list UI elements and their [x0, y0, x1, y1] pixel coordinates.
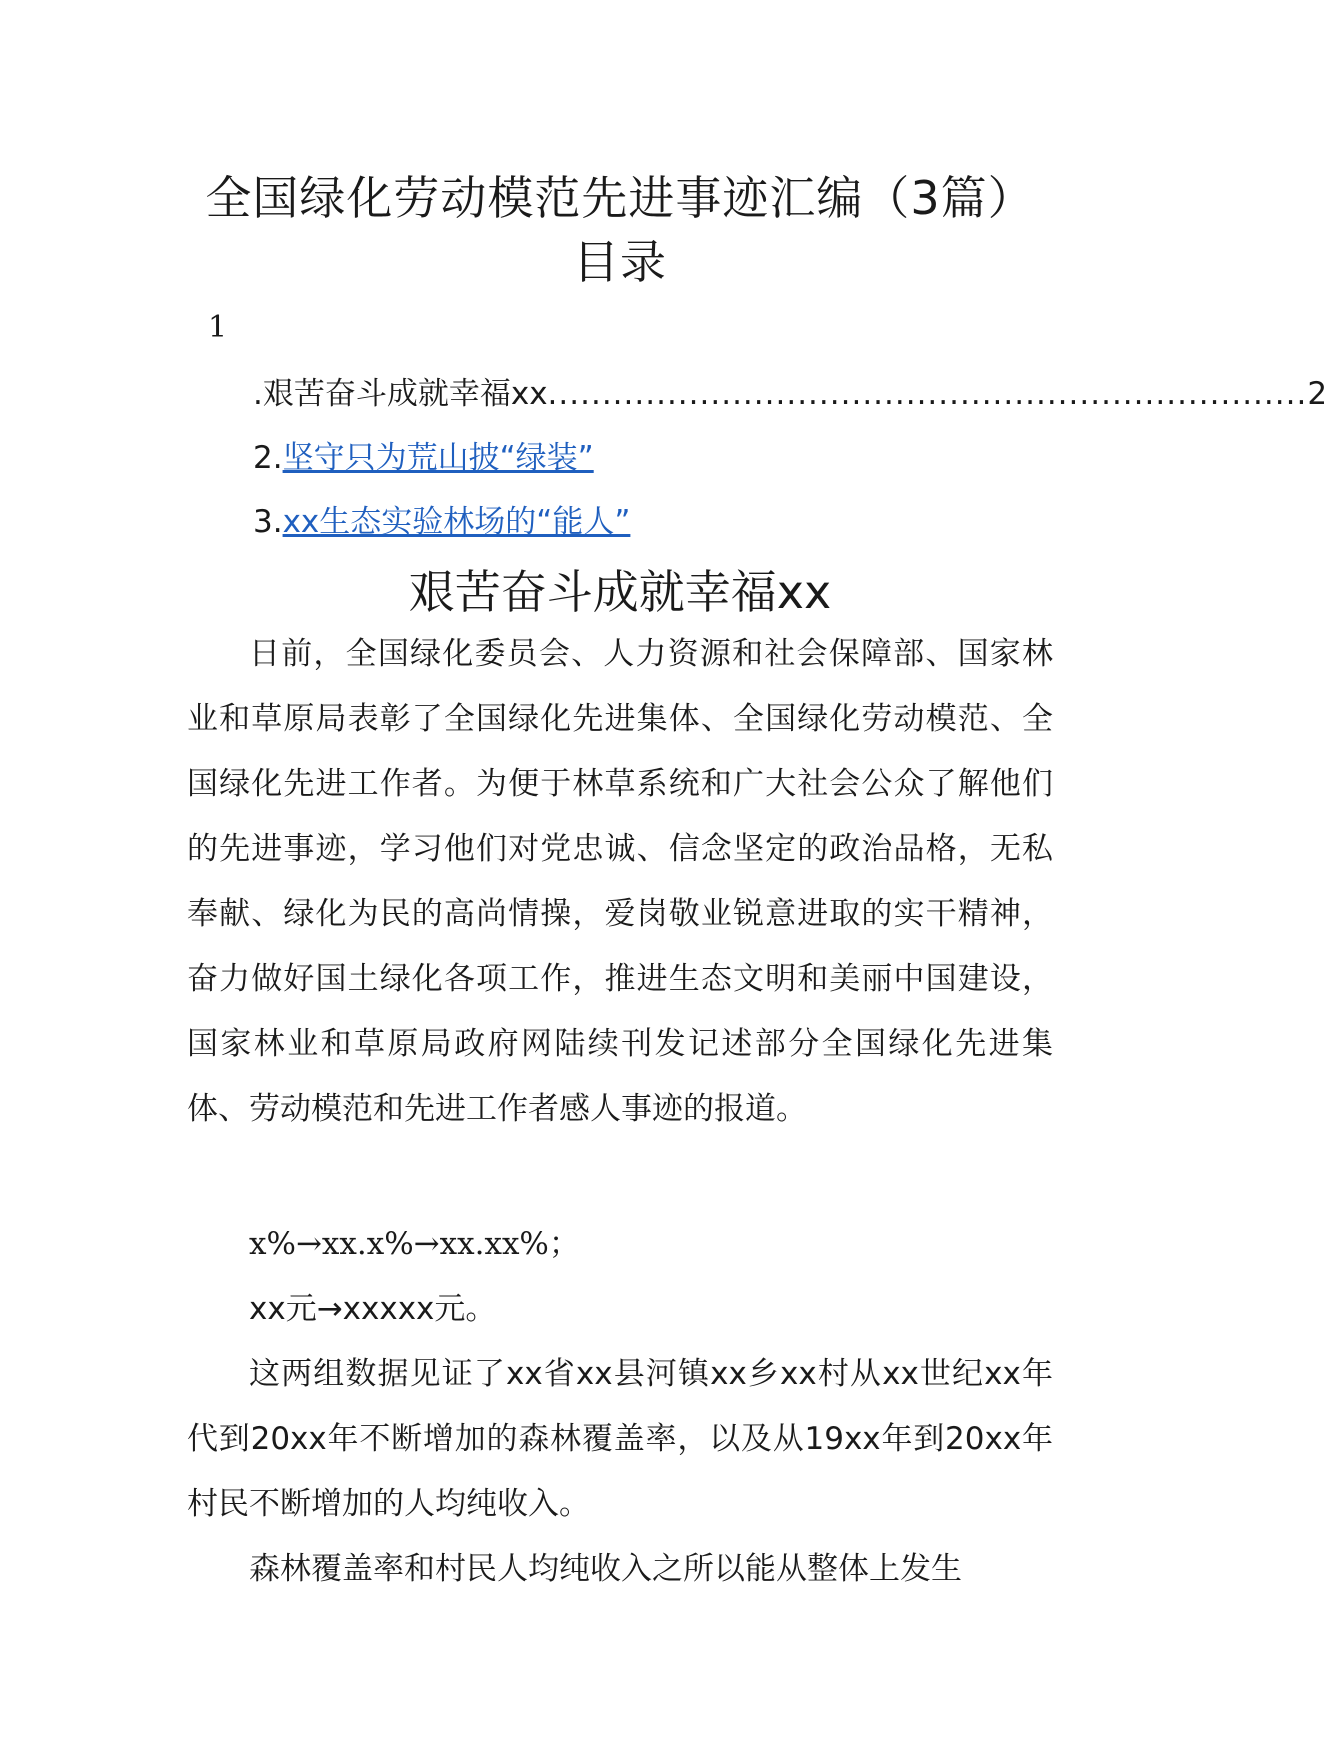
toc-entry-1-page: 2: [1307, 376, 1327, 412]
paragraph-coverage-data: x%→xx.x%→xx.xx%；: [249, 1226, 580, 1262]
section-title: 艰苦奋斗成就幸福xx: [408, 565, 832, 619]
toc-entry-2: [253, 438, 594, 478]
toc-heading: 目录: [573, 235, 667, 289]
toc-entry-1-label: .艰苦奋斗成就幸福xx: [253, 376, 548, 412]
paragraph-data-explanation: 这两组数据见证了xx省xx县河镇xx乡xx村从xx世纪xx年代到20xx年不断增加的森林覆盖率，以及从19xx年到20xx年村民不断增加的人均纯收入。: [187, 1356, 1053, 1522]
document-title: 全国绿化劳动模范先进事迹汇编（3篇）: [205, 171, 1035, 225]
toc-number: 1: [208, 310, 228, 345]
toc-entry-3: [253, 502, 630, 542]
toc-leader-dots: ......................................................................: [547, 376, 1308, 412]
paragraph-continuation: 森林覆盖率和村民人均纯收入之所以能从整体上发生: [249, 1551, 962, 1587]
paragraph-income-data: xx元→xxxxx元。: [249, 1291, 497, 1327]
toc-entry-1[interactable]: [253, 374, 1327, 414]
toc-link-2[interactable]: 坚守只为荒山披“绿装”: [282, 440, 594, 476]
paragraph-intro: 日前，全国绿化委员会、人力资源和社会保障部、国家林业和草原局表彰了全国绿化先进集体、全国绿化劳动模范、全国绿化先进工作者。为便于林草系统和广大社会公众了解他们的先进事迹，学习他们对党忠诚、信念坚定的政治品格，无私奉献、绿化为民的高尚情操，爱岗敬业锐意进取的实干精神，奋力做好国土绿化各项工作，推进生态文明和美丽中国建设，国家林业和草原局政府网陆续刊发记述部分全国绿化先进集体、劳动模范和先进工作者感人事迹的报道。: [187, 636, 1053, 1127]
toc-entry-2-prefix: 2.: [253, 440, 283, 476]
toc-link-3[interactable]: xx生态实验林场的“能人”: [282, 504, 631, 540]
toc-entry-3-prefix: 3.: [253, 504, 283, 540]
